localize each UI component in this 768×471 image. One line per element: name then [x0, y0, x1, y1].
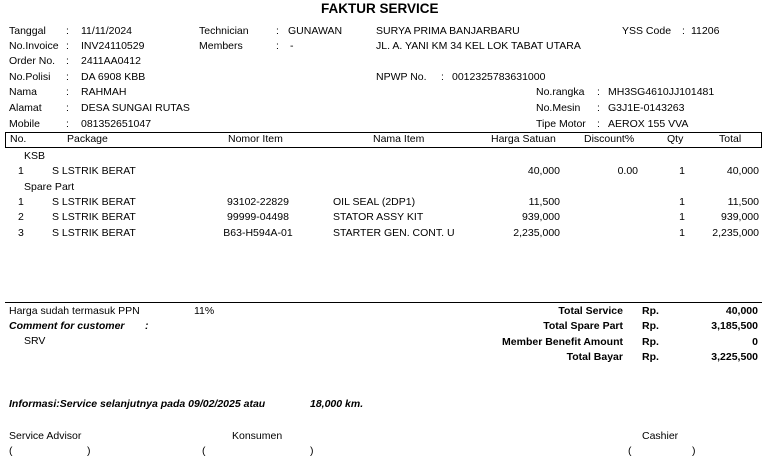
invoice-label: No.Invoice: [9, 40, 59, 52]
alamat-value: DESA SUNGAI RUTAS: [81, 102, 190, 114]
cell-no: 1: [18, 196, 24, 208]
colon: :: [66, 71, 69, 83]
colon: :: [66, 25, 69, 37]
ppn-note: Harga sudah termasuk PPN: [9, 305, 140, 317]
cell-nomor-item: B63-H594A-01: [223, 227, 293, 239]
cell-package: S LSTRIK BERAT: [52, 227, 136, 239]
technician-value: GUNAWAN: [288, 25, 343, 37]
cell-no: 3: [18, 227, 24, 239]
currency: Rp.: [642, 305, 659, 317]
cell-total: 2,235,000: [712, 227, 759, 239]
cell-qty: 1: [679, 196, 685, 208]
column-header-package: Package: [67, 133, 108, 145]
signature-cashier-label: Cashier: [642, 430, 679, 442]
column-header-nama-item: Nama Item: [373, 133, 425, 145]
service-info-km: 18,000 km.: [310, 398, 364, 410]
order-label: Order No.: [9, 55, 56, 67]
cell-package: S LSTRIK BERAT: [52, 165, 136, 177]
colon: :: [276, 25, 279, 37]
nama-value: RAHMAH: [81, 86, 127, 98]
alamat-label: Alamat: [9, 102, 42, 114]
cell-nama-item: STARTER GEN. CONT. U: [333, 227, 455, 239]
total-spare-part-value: 3,185,500: [711, 320, 758, 332]
colon: :: [66, 102, 69, 114]
column-header-nomor-item: Nomor Item: [228, 133, 283, 145]
signature-open-paren: (: [9, 445, 13, 457]
cell-harga: 11,500: [528, 196, 560, 208]
signature-close-paren: ): [87, 445, 91, 457]
section-title: Spare Part: [24, 181, 75, 193]
column-header-discount: Discount%: [584, 133, 635, 145]
cell-nama-item: STATOR ASSY KIT: [333, 211, 424, 223]
polisi-value: DA 6908 KBB: [81, 71, 146, 83]
mesin-label: No.Mesin: [536, 102, 581, 114]
total-service-label: Total Service: [558, 305, 623, 317]
signature-close-paren: ): [310, 445, 314, 457]
colon: :: [276, 40, 279, 52]
mobile-value: 081352651047: [81, 118, 152, 130]
cell-qty: 1: [679, 227, 685, 239]
member-benefit-label: Member Benefit Amount: [502, 336, 623, 348]
cell-no: 2: [18, 211, 24, 223]
cell-discount: 0.00: [617, 165, 638, 177]
members-label: Members: [199, 40, 243, 52]
cell-harga: 2,235,000: [513, 227, 560, 239]
colon: :: [441, 71, 444, 83]
currency: Rp.: [642, 336, 659, 348]
colon: :: [66, 55, 69, 67]
cell-total: 11,500: [727, 196, 759, 208]
comment-label: Comment for customer: [9, 320, 125, 332]
ppn-rate: 11%: [194, 305, 215, 317]
signature-open-paren: (: [628, 445, 632, 457]
member-benefit-value: 0: [752, 336, 758, 348]
cell-nomor-item: 99999-04498: [227, 211, 289, 223]
rangka-value: MH3SG4610JJ101481: [608, 86, 715, 98]
cell-harga: 939,000: [522, 211, 560, 223]
cell-nomor-item: 93102-22829: [227, 196, 289, 208]
column-header-harga-satuan: Harga Satuan: [491, 133, 556, 145]
comment-value: SRV: [24, 335, 46, 347]
colon: :: [597, 102, 600, 114]
invoice-value: INV24110529: [81, 40, 145, 52]
colon: :: [66, 40, 69, 52]
cell-package: S LSTRIK BERAT: [52, 196, 136, 208]
signature-close-paren: ): [692, 445, 696, 457]
section-title: KSB: [24, 150, 46, 162]
cell-qty: 1: [679, 165, 685, 177]
polisi-label: No.Polisi: [9, 71, 51, 83]
colon: :: [682, 25, 685, 37]
dealer-address: JL. A. YANI KM 34 KEL LOK TABAT UTARA: [376, 40, 581, 52]
currency: Rp.: [642, 351, 659, 363]
signature-konsumen-label: Konsumen: [232, 430, 283, 442]
cell-harga: 40,000: [527, 165, 560, 177]
dealer-name: SURYA PRIMA BANJARBARU: [376, 25, 520, 37]
total-spare-part-label: Total Spare Part: [543, 320, 623, 332]
tanggal-label: Tanggal: [9, 25, 46, 37]
cell-total: 939,000: [721, 211, 759, 223]
colon: :: [597, 118, 600, 130]
column-header-qty: Qty: [667, 133, 684, 145]
mobile-label: Mobile: [9, 118, 40, 130]
motor-value: AEROX 155 VVA: [608, 118, 689, 130]
order-value: 2411AA0412: [81, 55, 141, 67]
footer-divider: [5, 302, 762, 303]
total-bayar-value: 3,225,500: [711, 351, 758, 363]
cell-no: 1: [18, 165, 24, 177]
signature-advisor-label: Service Advisor: [9, 430, 82, 442]
colon: :: [66, 118, 69, 130]
signature-open-paren: (: [202, 445, 206, 457]
mesin-value: G3J1E-0143263: [608, 102, 685, 114]
cell-total: 40,000: [726, 165, 759, 177]
colon: :: [66, 86, 69, 98]
npwp-label: NPWP No.: [376, 71, 427, 83]
cell-nama-item: OIL SEAL (2DP1): [333, 196, 416, 208]
page-title: FAKTUR SERVICE: [321, 1, 439, 16]
cell-qty: 1: [679, 211, 685, 223]
npwp-value: 0012325783631000: [452, 71, 546, 83]
technician-label: Technician: [199, 25, 249, 37]
members-value: -: [290, 40, 294, 52]
service-info: Informasi:Service selanjutnya pada 09/02/2025 atau: [9, 398, 266, 410]
motor-label: Tipe Motor: [536, 118, 586, 130]
colon: :: [597, 86, 600, 98]
total-bayar-label: Total Bayar: [566, 351, 623, 363]
rangka-label: No.rangka: [536, 86, 585, 98]
yss-value: 11206: [691, 25, 720, 37]
yss-label: YSS Code: [622, 25, 672, 37]
column-header-no: No.: [10, 133, 27, 145]
currency: Rp.: [642, 320, 659, 332]
cell-package: S LSTRIK BERAT: [52, 211, 136, 223]
tanggal-value: 11/11/2024: [81, 25, 132, 37]
total-service-value: 40,000: [725, 305, 758, 317]
colon: :: [145, 320, 149, 332]
nama-label: Nama: [9, 86, 38, 98]
column-header-total: Total: [719, 133, 742, 145]
